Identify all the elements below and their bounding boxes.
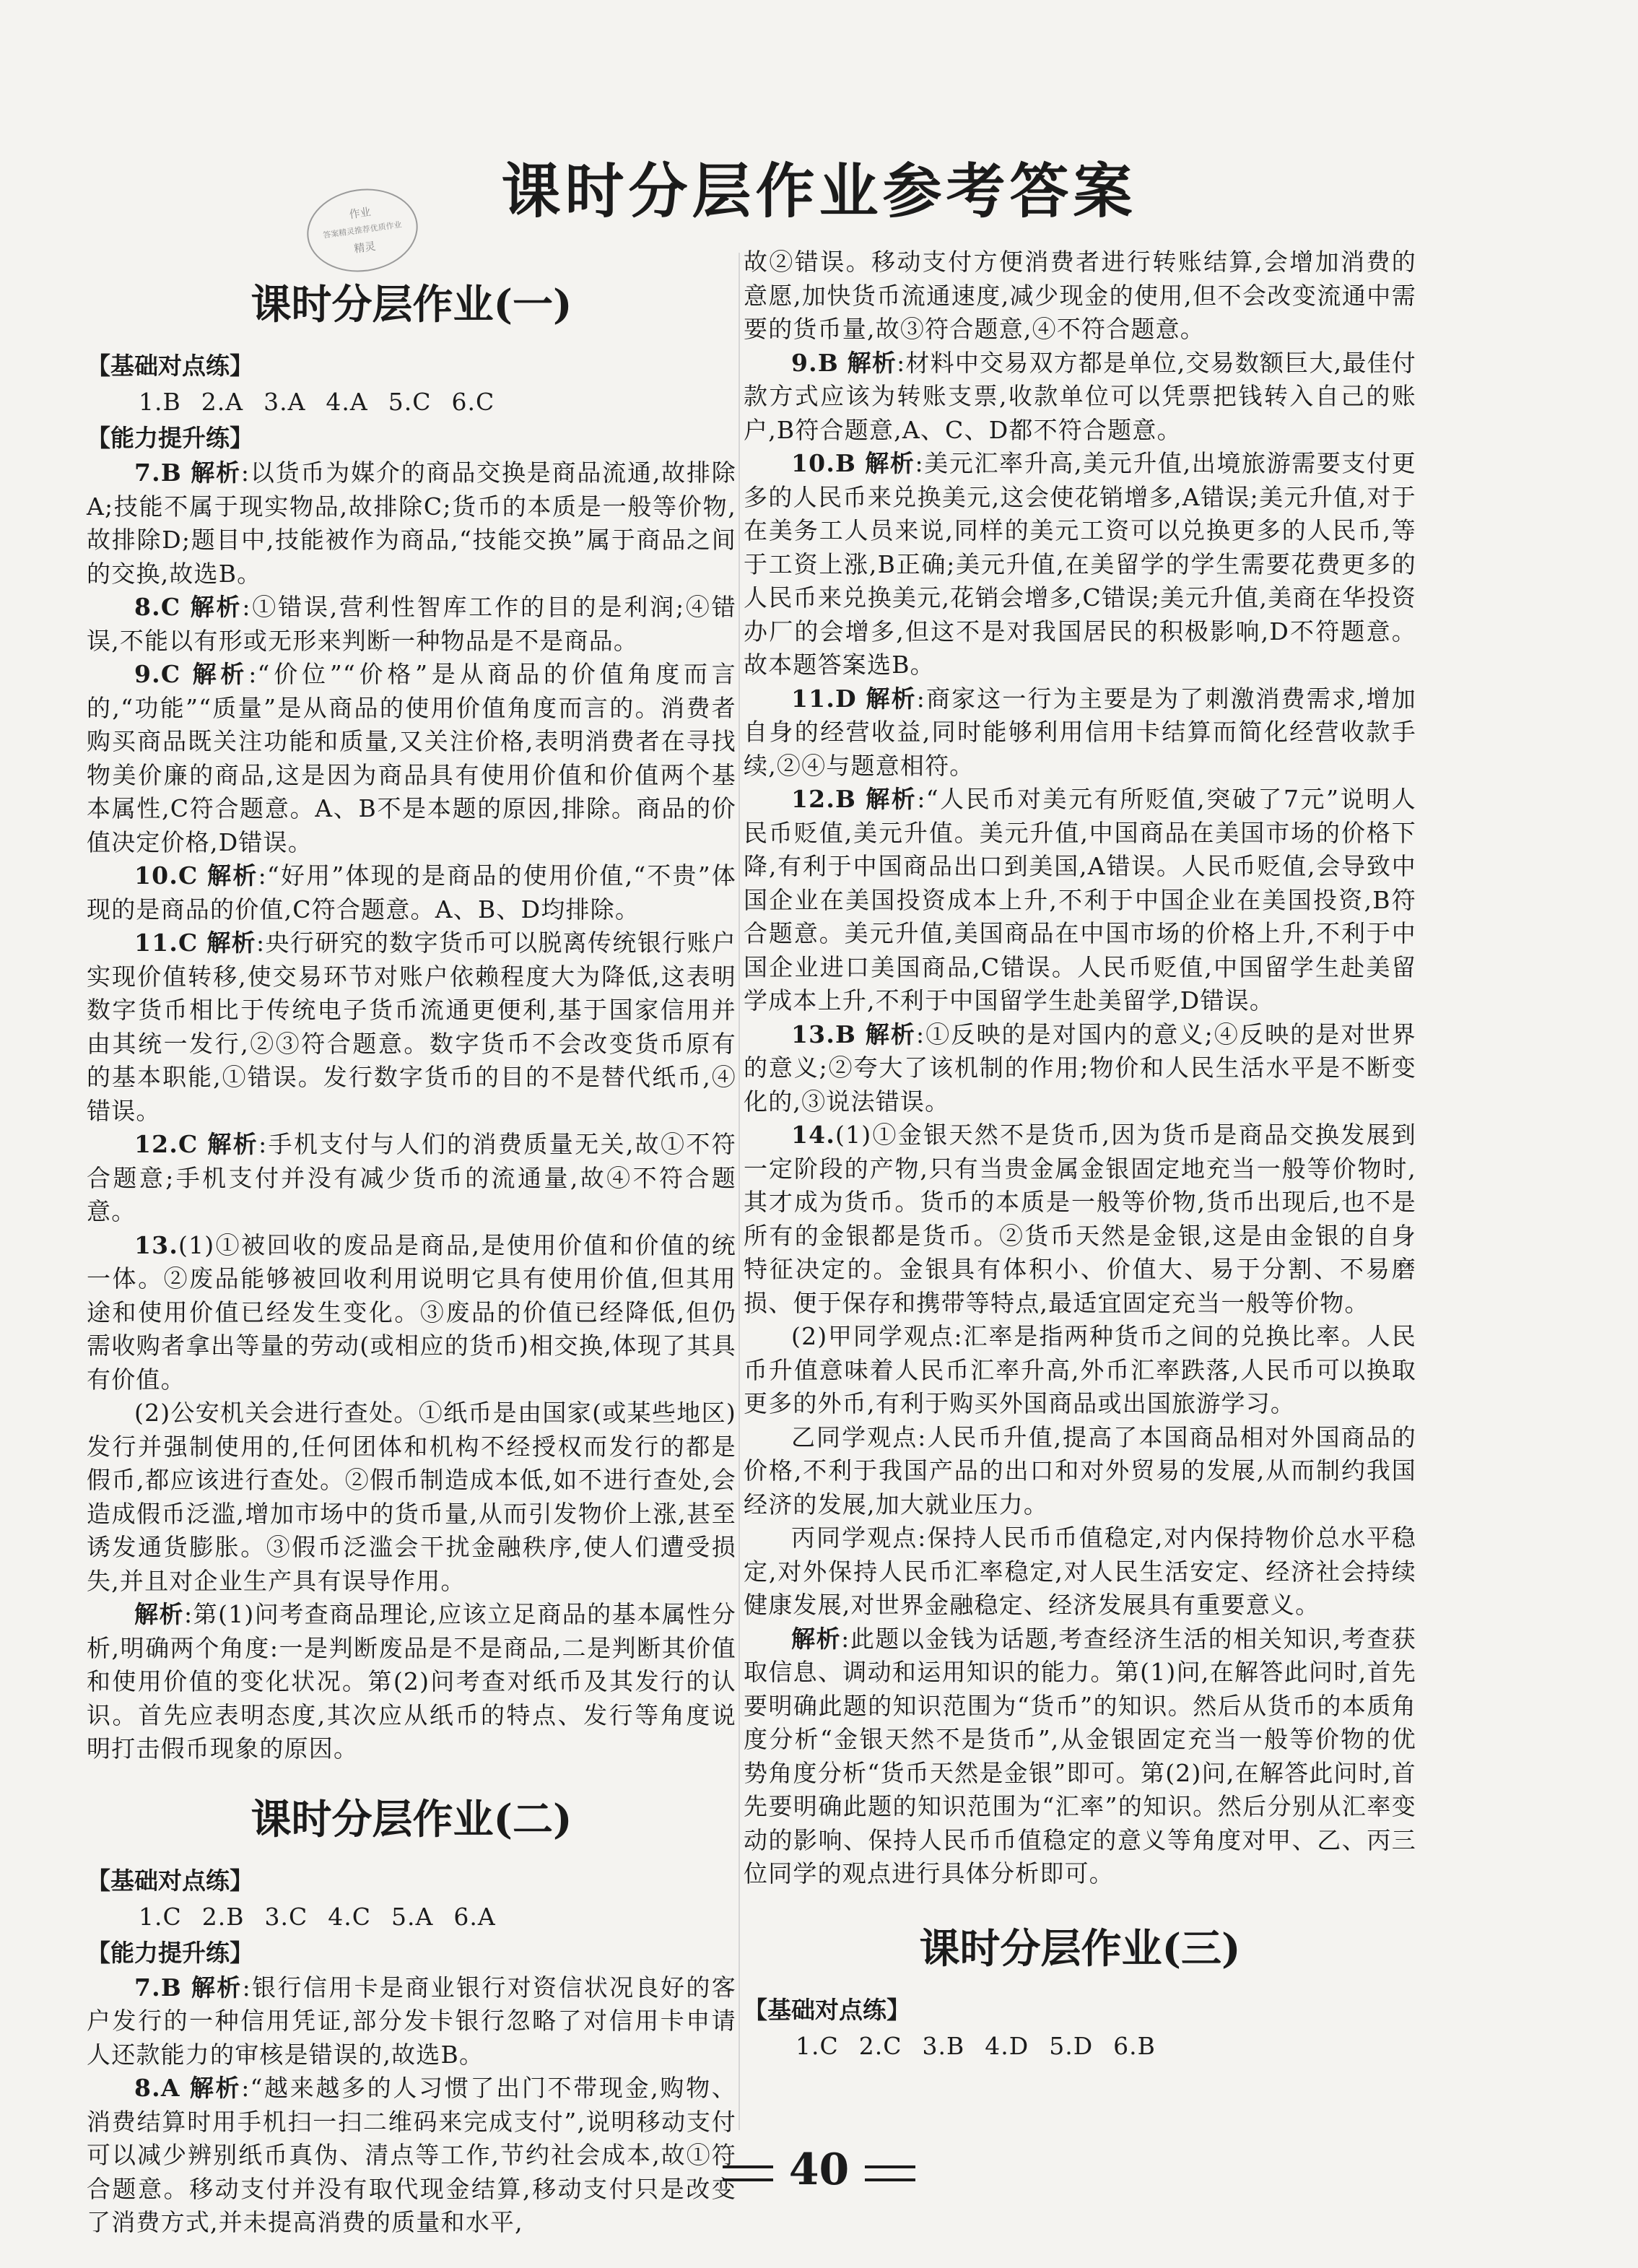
answer-s2-q14-part3: 乙同学观点:人民币升值,提高了本国商品相对外国商品的价格,不利于我国产品的出口和对外贸易的发展,从而制约我国经济的发展,加大就业压力。 bbox=[744, 1422, 1416, 1518]
advanced-tag-1: 【能力提升练】 bbox=[87, 424, 253, 452]
answer-s2-q7: 7.B 解析:银行信用卡是商业银行对资信状况良好的客户发行的一种信用凭证,部分发卡银行忽略了对信用卡申请人还款能力的审核是错误的,故选B。 bbox=[87, 1973, 736, 2069]
left-column bbox=[87, 260, 736, 2240]
section-title-3: 课时分层作业(三) bbox=[919, 1924, 1241, 1973]
basic-answers-2: 1.C 2.B 3.C 4.C 5.A 6.A bbox=[139, 1902, 496, 1931]
advanced-tag-2: 【能力提升练】 bbox=[87, 1938, 253, 1967]
answer-s2-q8-continued: 故②错误。移动支付方便消费者进行转账结算,会增加消费的意愿,加快货币流通速度,减少现金的使用,但不会改变流通中需要的货币量,故③符合题意,④不符合题意。 bbox=[744, 248, 1416, 343]
answer-s2-q11: 11.D 解析:商家这一行为主要是为了刺激消费需求,增加自身的经营收益,同时能够利用信用卡结算而简化经营收款手续,②④与题意相符。 bbox=[744, 684, 1416, 780]
answer-s2-q14-analysis: 解析:此题以金钱为话题,考查经济生活的相关知识,考查获取信息、调动和运用知识的能力。第(1)问,在解答此问时,首先要明确此题的知识范围为“货币”的知识。然后从货币的本质角度分析“金银天然不是货币”,从金银固定充当一般等价物的优势角度分析“货币天然是金银”即可。第(2)问,在解答此问时,首先要明确此题的知识范围为“汇率”的知识。然后分别从汇率变动的影响、保持人民币币值稳定的意义等角度对甲、乙、丙三位同学的观点进行具体分析即可。 bbox=[744, 1624, 1416, 1887]
section-title-2: 课时分层作业(二) bbox=[251, 1795, 572, 1843]
right-column bbox=[744, 246, 1416, 2064]
answer-s1-q7: 7.B 解析:以货币为媒介的商品交换是商品流通,故排除A;技能不属于现实物品,故排除C;货币的本质是一般等价物,故排除D;题目中,技能被作为商品,“技能交换”属于商品之间的交换,故选B。 bbox=[87, 459, 736, 588]
answer-s2-q8: 8.A 解析:“越来越多的人习惯了出门不带现金,购物、消费结算时用手机扫一扫二维码来完成支付”,说明移动支付可以减少辨别纸币真伪、清点等工作,节约社会成本,故①符合题意。移动支付并没有取代现金结算,移动支付只是改变了消费方式,并未提高消费的质量和水平, bbox=[87, 2074, 736, 2236]
answer-s2-q13: 13.B 解析:①反映的是对国内的意义;④反映的是对世界的意义;②夸大了该机制的作用;物价和人民生活水平是不断变化的,③说法错误。 bbox=[744, 1020, 1416, 1116]
answer-s1-q12: 12.C 解析:手机支付与人们的消费质量无关,故①不符合题意;手机支付并没有减少货币的流通量,故④不符合题意。 bbox=[87, 1130, 736, 1225]
basic-answers-3: 1.C 2.C 3.B 4.D 5.D 6.B bbox=[796, 2031, 1156, 2060]
answer-s1-q11: 11.C 解析:央行研究的数字货币可以脱离传统银行账户实现价值转移,使交易环节对账户依赖程度大为降低,这表明数字货币相比于传统电子货币流通更便利,基于国家信用并由其统一发行,②③符合题意。数字货币不会改变货币原有的基本职能,①错误。发行数字货币的目的不是替代纸币,④错误。 bbox=[87, 929, 736, 1125]
page-number: 40 bbox=[0, 2145, 1638, 2195]
footer-rule-left bbox=[723, 2165, 773, 2181]
column-divider bbox=[739, 253, 740, 2130]
answer-s1-q13-analysis: 解析:第(1)问考查商品理论,应该立足商品的基本属性分析,明确两个角度:一是判断废品是不是商品,二是判断其价值和使用价值的变化状况。第(2)问考查对纸币及其发行的认识。首先应表明态度,其次应从纸币的特点、发行等角度说明打击假币现象的原因。 bbox=[87, 1600, 736, 1763]
answer-s1-q9: 9.C 解析:“价位”“价格”是从商品的价值角度而言的,“功能”“质量”是从商品的使用价值角度而言的。消费者购买商品既关注功能和质量,又关注价格,表明消费者在寻找物美价廉的商品,这是因为商品具有使用价值和价值两个基本属性,C符合题意。A、B不是本题的原因,排除。商品的价值决定价格,D错误。 bbox=[87, 660, 736, 856]
answer-s2-q14-part4: 丙同学观点:保持人民币币值稳定,对内保持物价总水平稳定,对外保持人民币汇率稳定,对人民生活安定、经济社会持续健康发展,对世界金融稳定、经济发展具有重要意义。 bbox=[744, 1524, 1416, 1619]
answer-s2-q12: 12.B 解析:“人民币对美元有所贬值,突破了7元”说明人民币贬值,美元升值。美元升值,中国商品在美国市场的价格下降,有利于中国商品出口到美国,A错误。人民币贬值,会导致中国企业在美国投资成本上升,不利于中国企业在美国投资,B符合题意。美元升值,美国商品在中国市场的价格上升,不利于中国企业进口美国商品,C错误。人民币贬值,中国留学生赴美留学成本上升,不利于中国留学生赴美留学,D错误。 bbox=[744, 785, 1416, 1014]
answer-s1-q10: 10.C 解析:“好用”体现的是商品的使用价值,“不贵”体现的是商品的价值,C符合题意。A、B、D均排除。 bbox=[87, 861, 736, 924]
answer-s1-q13-part2: (2)公安机关会进行查处。①纸币是由国家(或某些地区)发行并强制使用的,任何团体和机构不经授权而发行的都是假币,都应该进行查处。②假币制造成本低,如不进行查处,会造成假币泛滥,增加市场中的货币量,从而引发物价上涨,甚至诱发通货膨胀。③假币泛滥会干扰金融秩序,使人们遭受损失,并且对企业生产具有误导作用。 bbox=[87, 1399, 736, 1595]
answer-s1-q13-part1: 13.(1)①被回收的废品是商品,是使用价值和价值的统一体。②废品能够被回收利用说明它具有使用价值,但其用途和使用价值已经发生变化。③废品的价值已经降低,但仍需收购者拿出等量的劳动(或相应的货币)相交换,体现了其具有价值。 bbox=[87, 1230, 736, 1394]
section-title-1: 课时分层作业(一) bbox=[251, 281, 572, 329]
basic-answers-1: 1.B 2.A 3.A 4.A 5.C 6.C bbox=[139, 388, 495, 416]
answer-s2-q9: 9.B 解析:材料中交易双方都是单位,交易数额巨大,最佳付款方式应该为转账支票,收款单位可以凭票把钱转入自己的账户,B符合题意,A、C、D都不符合题意。 bbox=[744, 348, 1416, 444]
page-title: 课时分层作业参考答案 bbox=[501, 157, 1137, 226]
basic-tag-1: 【基础对点练】 bbox=[87, 352, 253, 380]
answer-s2-q14-part2: (2)甲同学观点:汇率是指两种货币之间的兑换比率。人民币升值意味着人民币汇率升高,外币汇率跌落,人民币可以换取更多的外币,有利于购买外国商品或出国旅游学习。 bbox=[744, 1322, 1416, 1417]
answer-s2-q10: 10.B 解析:美元汇率升高,美元升值,出境旅游需要支付更多的人民币来兑换美元,这会使花销增多,A错误;美元升值,对于在美务工人员来说,同样的美元工资可以兑换更多的人民币,等于工资上涨,B正确;美元升值,在美留学的学生需要花费更多的人民币来兑换美元,花销会增多,C错误;美元升值,美商在华投资办厂的会增多,但这不是对我国居民的积极影响,D不符题意。故本题答案选B。 bbox=[744, 449, 1416, 679]
answer-s1-q8: 8.C 解析:①错误,营利性智库工作的目的是利润;④错误,不能以有形或无形来判断一种物品是不是商品。 bbox=[87, 593, 736, 655]
footer-rule-right bbox=[865, 2165, 915, 2181]
basic-tag-3: 【基础对点练】 bbox=[744, 1995, 910, 2024]
answer-s2-q14-part1: 14.(1)①金银天然不是货币,因为货币是商品交换发展到一定阶段的产物,只有当贵金属金银固定地充当一般等价物时,其才成为货币。货币的本质是一般等价物,货币出现后,也不是所有的金银都是货币。②货币天然是金银,这是由金银的自身特征决定的。金银具有体积小、价值大、易于分割、不易磨损、便于保存和携带等特点,最适宜固定充当一般等价物。 bbox=[744, 1121, 1416, 1317]
basic-tag-2: 【基础对点练】 bbox=[87, 1866, 253, 1895]
watermark-stamp: 作业 答案精灵推荐优质作业 精灵 bbox=[302, 182, 423, 279]
